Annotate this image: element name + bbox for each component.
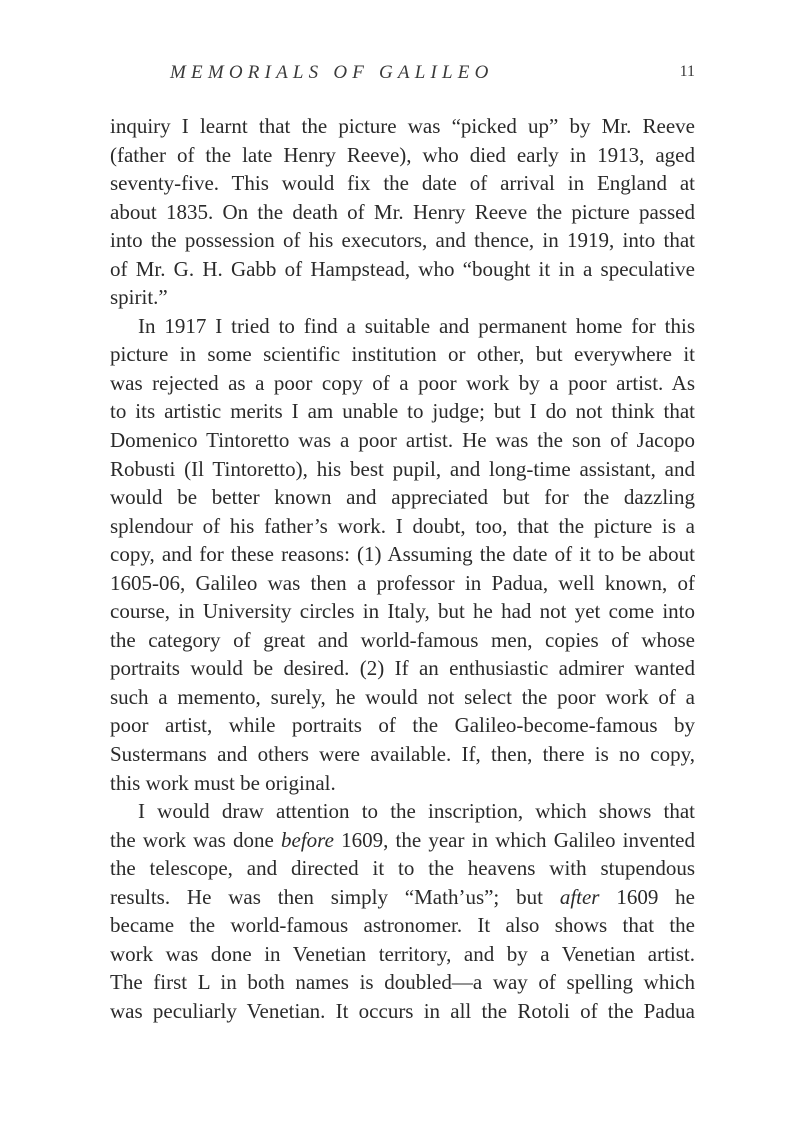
text-line: work was done in Venetian territory, and by a Venetian artist. [110, 941, 695, 966]
text-line: seventy-five. This would fix the date of arrival in England at [110, 171, 695, 196]
running-head [110, 62, 695, 88]
text-line: the category of great and world-famous men, copies of whose [110, 627, 695, 652]
text-line: this work must be original. [110, 770, 336, 795]
text-line: Robusti (Il Tintoretto), his best pupil, and long-time assistant, and [110, 456, 695, 481]
text-line: was rejected as a poor copy of a poor work by a poor artist. As [110, 370, 695, 395]
text-line: was peculiarly Venetian. It occurs in all the Rotoli of the Padua [110, 998, 695, 1023]
text-line: into the possession of his executors, and thence, in 1919, into that [110, 228, 695, 253]
text-line: The first L in both names is doubled—a way of spelling which [110, 970, 695, 995]
text-line: about 1835. On the death of Mr. Henry Reeve the picture passed [110, 199, 695, 224]
text-line: became the world-famous astronomer. It also shows that the [110, 913, 695, 938]
text-line: such a memento, surely, he would not select the poor work of a [110, 684, 695, 709]
text-line: the telescope, and directed it to the heavens with stupendous [110, 856, 695, 881]
text-line: copy, and for these reasons: (1) Assuming the date of it to be about [110, 542, 695, 567]
text-line: Domenico Tintoretto was a poor artist. He was the son of Jacopo [110, 428, 695, 453]
text-run: results. He was then simply “Math’us”; but [110, 884, 560, 909]
emphasis-before: before [281, 827, 334, 852]
text-run: 1609, the year in which Galileo invented [333, 827, 695, 852]
text-line: I would draw attention to the inscription, which shows that [138, 799, 695, 824]
running-title: MEMORIALS OF GALILEO [170, 62, 494, 83]
text-line: poor artist, while portraits of the Galileo-become-famous by [110, 713, 695, 738]
text-line: (father of the late Henry Reeve), who died early in 1913, aged [110, 142, 695, 167]
text-line [110, 826, 695, 855]
text-run: 1609 he [599, 884, 695, 909]
text-line: splendour of his father’s work. I doubt, too, that the picture is a [110, 513, 695, 538]
text-line: course, in University circles in Italy, but he had not yet come into [110, 599, 695, 624]
text-line: In 1917 I tried to find a suitable and permanent home for this [138, 313, 695, 338]
text-line: inquiry I learnt that the picture was “picked up” by Mr. Reeve [110, 114, 695, 138]
text-line: to its artistic merits I am unable to judge; but I do not think that [110, 399, 695, 424]
text-line: 1605-06, Galileo was then a professor in Padua, well known, of [110, 570, 695, 595]
text-line: of Mr. G. H. Gabb of Hampstead, who “bought it in a speculative [110, 256, 695, 281]
emphasis-after: after [559, 884, 600, 909]
body-text [110, 112, 695, 1026]
text-line: Sustermans and others were available. If, then, there is no copy, [110, 742, 695, 767]
text-line: would be better known and appreciated but for the dazzling [110, 485, 695, 510]
text-line: spirit.” [110, 285, 168, 310]
text-run: the work was done [110, 827, 282, 852]
text-line [110, 883, 695, 912]
page-number: 11 [679, 63, 695, 80]
text-line: portraits would be desired. (2) If an enthusiastic admirer wanted [110, 656, 695, 681]
text-line: picture in some scientific institution or other, but everywhere it [110, 342, 695, 367]
